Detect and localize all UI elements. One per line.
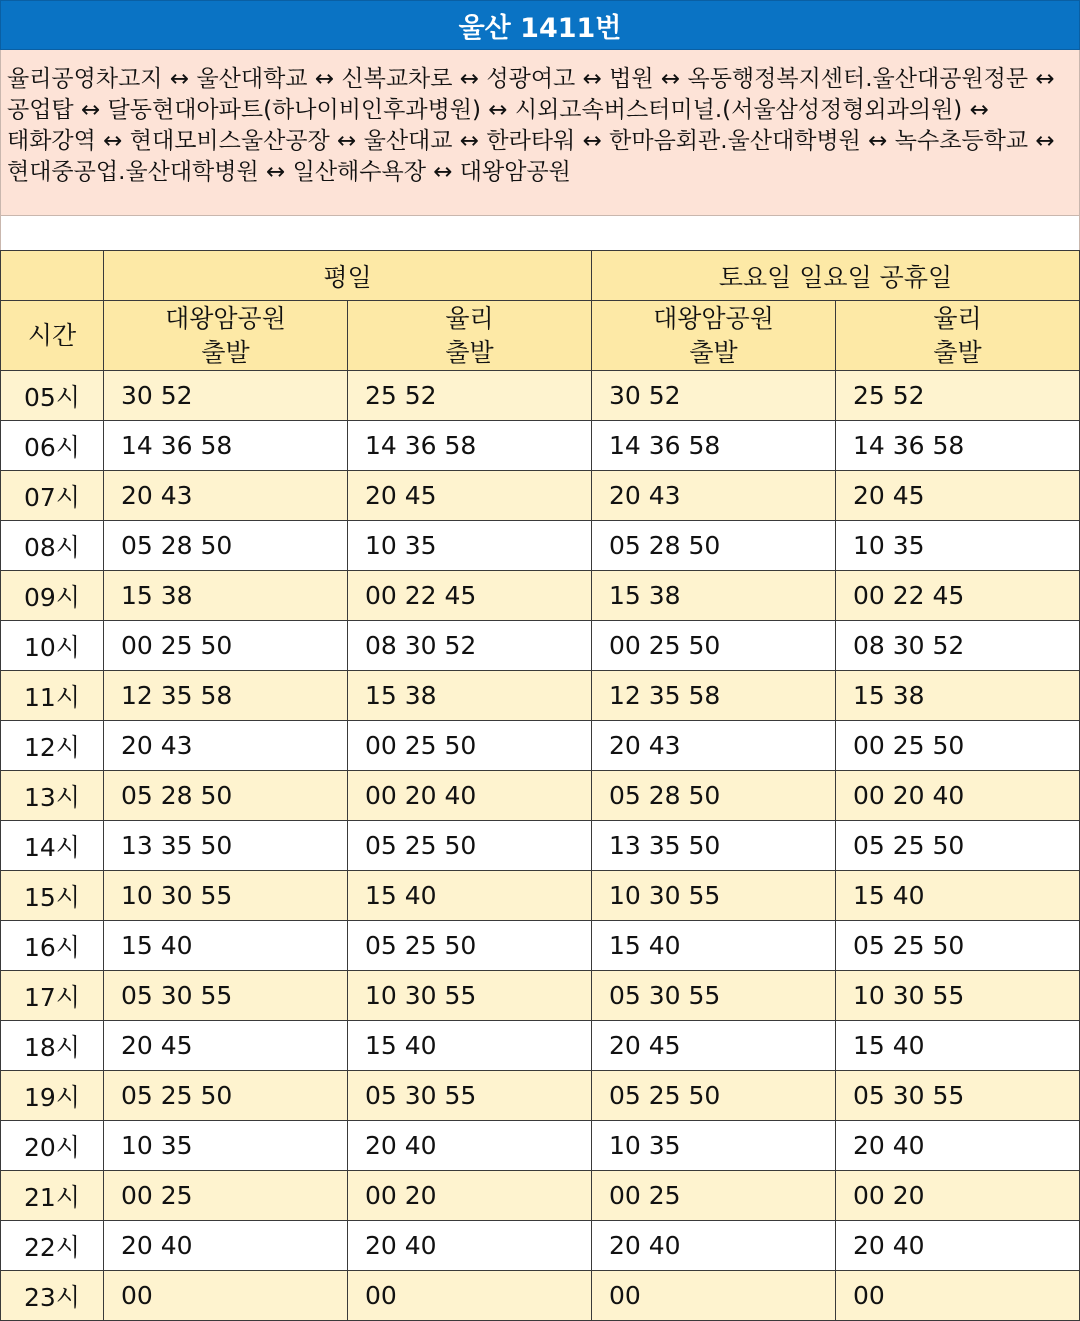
header-line: 대왕암공원 [165, 303, 286, 333]
header-weekday-from-yulli [348, 301, 592, 371]
hour-cell: 05시 [1, 371, 104, 421]
hour-cell: 22시 [1, 1221, 104, 1271]
weekday-yulli-times: 20 45 [348, 471, 592, 521]
table-row [1, 1071, 1080, 1121]
weekday-yulli-times: 05 30 55 [348, 1071, 592, 1121]
weekday-daewangam-times: 00 25 50 [104, 621, 348, 671]
weekend-yulli-times: 08 30 52 [836, 621, 1080, 671]
weekend-yulli-times: 10 30 55 [836, 971, 1080, 1021]
weekday-daewangam-times: 10 30 55 [104, 871, 348, 921]
table-row [1, 371, 1080, 421]
header-weekend-from-yulli [836, 301, 1080, 371]
weekday-yulli-times: 20 40 [348, 1121, 592, 1171]
weekend-yulli-times: 00 20 40 [836, 771, 1080, 821]
weekday-yulli-times: 15 38 [348, 671, 592, 721]
weekday-daewangam-times: 20 43 [104, 471, 348, 521]
weekend-daewangam-times: 20 43 [592, 471, 836, 521]
header-line: 출발 [445, 337, 494, 367]
hour-cell: 16시 [1, 921, 104, 971]
weekend-daewangam-times: 00 [592, 1271, 836, 1321]
hour-cell: 07시 [1, 471, 104, 521]
hour-cell: 18시 [1, 1021, 104, 1071]
weekend-daewangam-times: 20 43 [592, 721, 836, 771]
weekend-daewangam-times: 00 25 50 [592, 621, 836, 671]
table-row [1, 671, 1080, 721]
hour-cell: 13시 [1, 771, 104, 821]
hour-cell: 21시 [1, 1171, 104, 1221]
table-row [1, 921, 1080, 971]
table-row [1, 721, 1080, 771]
hour-cell: 09시 [1, 571, 104, 621]
weekend-yulli-times: 00 22 45 [836, 571, 1080, 621]
weekend-daewangam-times: 05 25 50 [592, 1071, 836, 1121]
weekend-yulli-times: 20 45 [836, 471, 1080, 521]
weekday-yulli-times: 14 36 58 [348, 421, 592, 471]
weekday-yulli-times: 00 20 40 [348, 771, 592, 821]
header-line: 출발 [689, 337, 738, 367]
table-row [1, 1271, 1080, 1321]
weekday-daewangam-times: 30 52 [104, 371, 348, 421]
weekend-yulli-times: 25 52 [836, 371, 1080, 421]
weekend-daewangam-times: 05 28 50 [592, 771, 836, 821]
weekend-daewangam-times: 20 45 [592, 1021, 836, 1071]
hour-cell: 19시 [1, 1071, 104, 1121]
hour-cell: 12시 [1, 721, 104, 771]
header-weekday: 평일 [104, 251, 592, 301]
weekend-yulli-times: 10 35 [836, 521, 1080, 571]
hour-cell: 23시 [1, 1271, 104, 1321]
weekend-daewangam-times: 20 40 [592, 1221, 836, 1271]
table-row [1, 1171, 1080, 1221]
weekend-yulli-times: 15 38 [836, 671, 1080, 721]
weekend-yulli-times: 00 [836, 1271, 1080, 1321]
weekday-yulli-times: 00 22 45 [348, 571, 592, 621]
weekday-daewangam-times: 05 30 55 [104, 971, 348, 1021]
weekday-daewangam-times: 20 45 [104, 1021, 348, 1071]
weekday-yulli-times: 08 30 52 [348, 621, 592, 671]
table-row [1, 1121, 1080, 1171]
header-line: 율리 [933, 303, 982, 333]
weekend-daewangam-times: 05 30 55 [592, 971, 836, 1021]
table-row [1, 571, 1080, 621]
weekend-daewangam-times: 13 35 50 [592, 821, 836, 871]
weekday-daewangam-times: 20 40 [104, 1221, 348, 1271]
weekend-yulli-times: 15 40 [836, 1021, 1080, 1071]
hour-cell: 14시 [1, 821, 104, 871]
weekend-yulli-times: 20 40 [836, 1221, 1080, 1271]
weekend-daewangam-times: 30 52 [592, 371, 836, 421]
header-line: 율리 [445, 303, 494, 333]
weekday-daewangam-times: 20 43 [104, 721, 348, 771]
spacer [0, 216, 1080, 250]
weekday-yulli-times: 00 25 50 [348, 721, 592, 771]
hour-cell: 08시 [1, 521, 104, 571]
weekday-daewangam-times: 15 40 [104, 921, 348, 971]
hour-cell: 10시 [1, 621, 104, 671]
weekend-yulli-times: 05 25 50 [836, 921, 1080, 971]
table-row [1, 771, 1080, 821]
hour-cell: 17시 [1, 971, 104, 1021]
table-row [1, 621, 1080, 671]
weekday-yulli-times: 05 25 50 [348, 821, 592, 871]
weekday-yulli-times: 00 20 [348, 1171, 592, 1221]
weekend-yulli-times: 20 40 [836, 1121, 1080, 1171]
table-row [1, 1021, 1080, 1071]
header-line: 출발 [933, 337, 982, 367]
weekday-yulli-times: 05 25 50 [348, 921, 592, 971]
weekday-yulli-times: 00 [348, 1271, 592, 1321]
weekday-yulli-times: 15 40 [348, 1021, 592, 1071]
page-title: 울산 1411번 [0, 0, 1080, 50]
weekday-daewangam-times: 12 35 58 [104, 671, 348, 721]
table-row [1, 421, 1080, 471]
header-line: 대왕암공원 [653, 303, 774, 333]
weekend-daewangam-times: 15 40 [592, 921, 836, 971]
weekday-yulli-times: 20 40 [348, 1221, 592, 1271]
weekend-yulli-times: 14 36 58 [836, 421, 1080, 471]
weekend-daewangam-times: 10 35 [592, 1121, 836, 1171]
weekday-daewangam-times: 13 35 50 [104, 821, 348, 871]
weekend-daewangam-times: 14 36 58 [592, 421, 836, 471]
header-weekday-from-daewangam [104, 301, 348, 371]
weekend-daewangam-times: 05 28 50 [592, 521, 836, 571]
weekday-daewangam-times: 00 [104, 1271, 348, 1321]
hour-cell: 06시 [1, 421, 104, 471]
timetable-body [1, 371, 1080, 1321]
header-weekend-from-daewangam [592, 301, 836, 371]
weekday-yulli-times: 15 40 [348, 871, 592, 921]
weekday-daewangam-times: 14 36 58 [104, 421, 348, 471]
weekend-yulli-times: 05 30 55 [836, 1071, 1080, 1121]
table-row [1, 471, 1080, 521]
weekday-daewangam-times: 15 38 [104, 571, 348, 621]
weekend-yulli-times: 00 25 50 [836, 721, 1080, 771]
weekday-daewangam-times: 10 35 [104, 1121, 348, 1171]
hour-cell: 15시 [1, 871, 104, 921]
route-description: 율리공영차고지 ↔ 울산대학교 ↔ 신복교차로 ↔ 성광여고 ↔ 법원 ↔ 옥동행정복지센터.울산대공원정문 ↔ 공업탑 ↔ 달동현대아파트(하나이비인후과병원) ↔ 시외고속버스터미널.(서울삼성정형외과의원) ↔ 태화강역 ↔ 현대모비스울산공장 ↔ 울산대교 ↔ 한라타워 ↔ 한마음회관.울산대학병원 ↔ 녹수초등학교 ↔ 현대중공업.울산대학병원 ↔ 일산해수욕장 ↔ 대왕암공원 [0, 50, 1080, 216]
weekend-daewangam-times: 15 38 [592, 571, 836, 621]
hour-cell: 20시 [1, 1121, 104, 1171]
timetable [0, 250, 1080, 1321]
header-weekend: 토요일 일요일 공휴일 [592, 251, 1080, 301]
weekend-yulli-times: 05 25 50 [836, 821, 1080, 871]
weekday-daewangam-times: 05 25 50 [104, 1071, 348, 1121]
table-row [1, 1221, 1080, 1271]
weekend-yulli-times: 15 40 [836, 871, 1080, 921]
weekend-daewangam-times: 12 35 58 [592, 671, 836, 721]
weekend-daewangam-times: 10 30 55 [592, 871, 836, 921]
header-empty [1, 251, 104, 301]
weekend-daewangam-times: 00 25 [592, 1171, 836, 1221]
weekday-daewangam-times: 05 28 50 [104, 521, 348, 571]
weekday-yulli-times: 10 35 [348, 521, 592, 571]
weekend-yulli-times: 00 20 [836, 1171, 1080, 1221]
table-row [1, 871, 1080, 921]
table-row [1, 821, 1080, 871]
table-row [1, 521, 1080, 571]
header-line: 출발 [201, 337, 250, 367]
weekday-yulli-times: 10 30 55 [348, 971, 592, 1021]
table-row [1, 971, 1080, 1021]
hour-cell: 11시 [1, 671, 104, 721]
weekday-daewangam-times: 00 25 [104, 1171, 348, 1221]
weekday-daewangam-times: 05 28 50 [104, 771, 348, 821]
header-time: 시간 [1, 301, 104, 371]
weekday-yulli-times: 25 52 [348, 371, 592, 421]
